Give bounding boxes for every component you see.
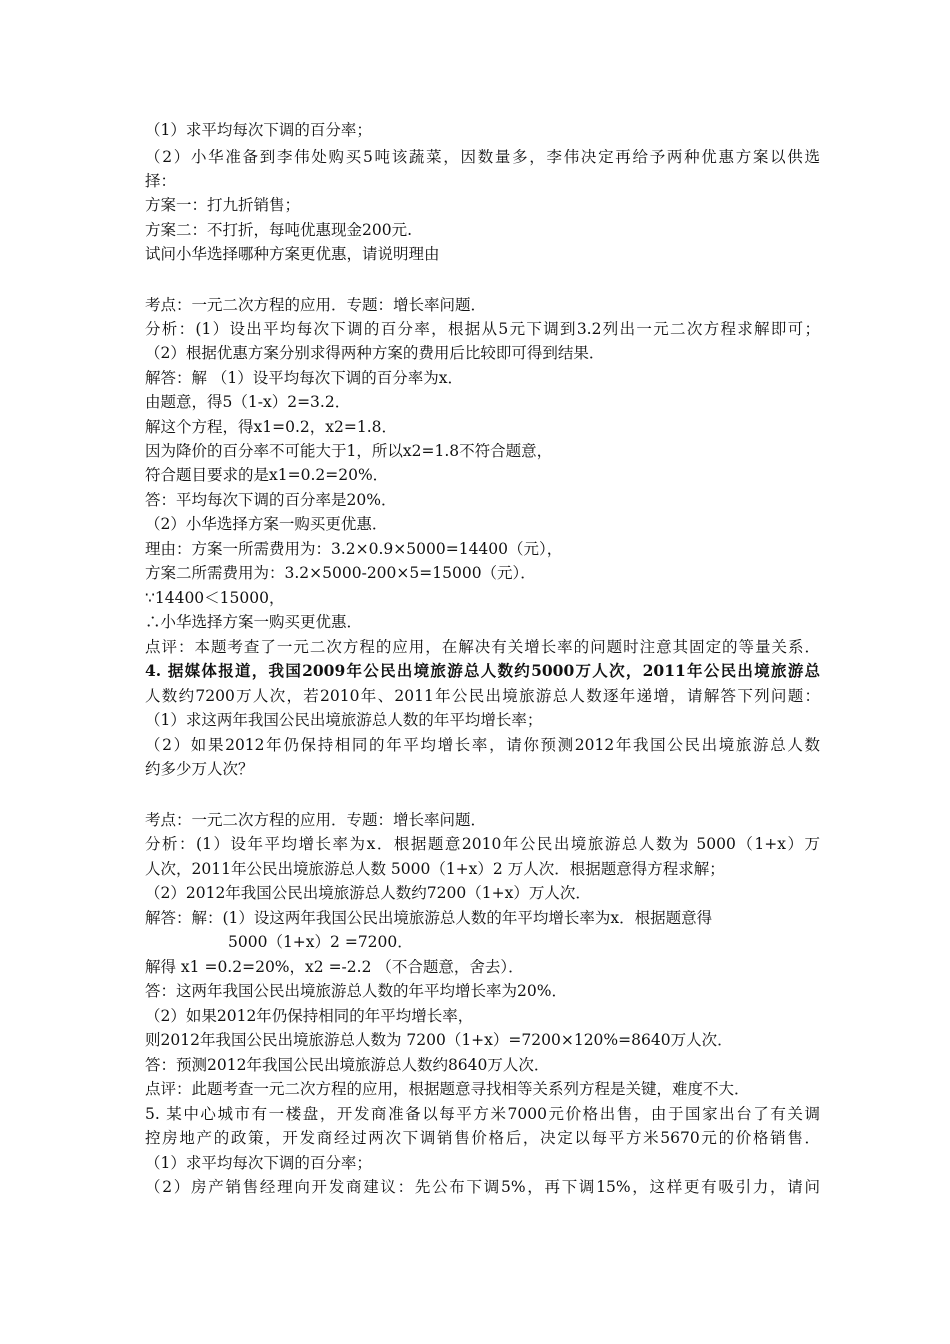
text-line: ∵14400＜15000， [145, 589, 285, 607]
text-line: 答：这两年我国公民出境旅游总人数的年平均增长率为20%． [145, 982, 567, 1000]
text-line: （2）如果2012年仍保持相同的年平均增长率，请你预测2012年我国公民出境旅游总人数 [145, 736, 820, 754]
text-line: （2）房产销售经理向开发商建议：先公布下调5%，再下调15%，这样更有吸引力，请问 [145, 1178, 820, 1196]
text-line: 解这个方程，得x1=0.2，x2=1.8． [145, 418, 397, 436]
text-line: 解答：解：(1）设这两年我国公民出境旅游总人数的年平均增长率为x．根据题意得 [145, 909, 713, 927]
text-line: 方案二：不打折，每吨优惠现金200元. [145, 221, 413, 239]
text-line: 方案二所需费用为：3.2×5000-200×5=15000（元）． [145, 564, 536, 582]
text-line: 4. 据媒体报道，我国2009年公民出境旅游总人数约5000万人次，2011年公民出境旅游总 [145, 661, 820, 680]
text-line: 点评：本题考查了一元二次方程的应用，在解决有关增长率的问题时注意其固定的等量关系． [145, 638, 820, 656]
text-line: 因为降价的百分率不可能大于1，所以x2=1.8不符合题意， [145, 442, 553, 460]
text-line: 解答：解 （1）设平均每次下调的百分率为x． [145, 369, 464, 387]
text-line: 分析：(1）设出平均每次下调的百分率，根据从5元下调到3.2列出一元二次方程求解即可； [145, 320, 820, 338]
text-line: （1）求平均每次下调的百分率； [145, 1154, 372, 1172]
text-line: （2）小华准备到李伟处购买5吨该蔬菜，因数量多，李伟决定再给予两种优惠方案以供选 [145, 148, 820, 166]
text-line: 人次，2011年公民出境旅游总人数 5000（1+x）2 万人次．根据题意得方程求解； [145, 860, 725, 878]
text-line: 答：预测2012年我国公民出境旅游总人数约8640万人次． [145, 1056, 550, 1074]
text-line: 答：平均每次下调的百分率是20%． [145, 491, 397, 509]
text-line: 择： [145, 172, 177, 190]
text-line: 人数约7200万人次，若2010年、2011年公民出境旅游总人数逐年递增，请解答下列问题： [145, 687, 820, 705]
text-line: 分析：(1）设年平均增长率为x．根据题意2010年公民出境旅游总人数为 5000（1+x）万 [145, 835, 820, 853]
text-line: 5000（1+x）2 =7200． [228, 933, 413, 951]
text-line: （1）求平均每次下调的百分率； [145, 121, 372, 139]
text-line: 解得 x1 =0.2=20%，x2 =-2.2 （不合题意，舍去）． [145, 958, 524, 976]
text-line: 约多少万人次？ [145, 760, 254, 778]
text-line: 5. 某中心城市有一楼盘，开发商准备以每平方米7000元价格出售，由于国家出台了有关调 [145, 1105, 820, 1123]
text-line: （2）小华选择方案一购买更优惠． [145, 515, 388, 533]
text-line: 由题意，得5（1-x）2=3.2． [145, 393, 351, 411]
text-line: （2）2012年我国公民出境旅游总人数约7200（1+x）万人次． [145, 884, 591, 902]
text-line: （2）根据优惠方案分别求得两种方案的费用后比较即可得到结果． [145, 344, 605, 362]
text-line: 考点：一元二次方程的应用．专题：增长率问题． [145, 296, 487, 314]
text-line: 则2012年我国公民出境旅游总人数为 7200（1+x）=7200×120%=8640万人次． [145, 1031, 733, 1049]
text-line: 考点：一元二次方程的应用．专题：增长率问题． [145, 811, 487, 829]
text-line: 点评：此题考查一元二次方程的应用，根据题意寻找相等关系列方程是关键，难度不大． [145, 1080, 750, 1098]
text-line: 控房地产的政策，开发商经过两次下调销售价格后，决定以每平方米5670元的价格销售． [145, 1129, 820, 1147]
text-line: 符合题目要求的是x1=0.2=20%． [145, 466, 389, 484]
text-line: ∴小华选择方案一购买更优惠． [145, 613, 363, 631]
text-line: 试问小华选择哪种方案更优惠，请说明理由 [145, 245, 440, 263]
text-line: 方案一：打九折销售； [145, 196, 301, 214]
text-line: （2）如果2012年仍保持相同的年平均增长率， [145, 1007, 474, 1025]
text-line: 理由：方案一所需费用为：3.2×0.9×5000=14400（元）， [145, 540, 563, 558]
text-line: （1）求这两年我国公民出境旅游总人数的年平均增长率； [145, 711, 543, 729]
